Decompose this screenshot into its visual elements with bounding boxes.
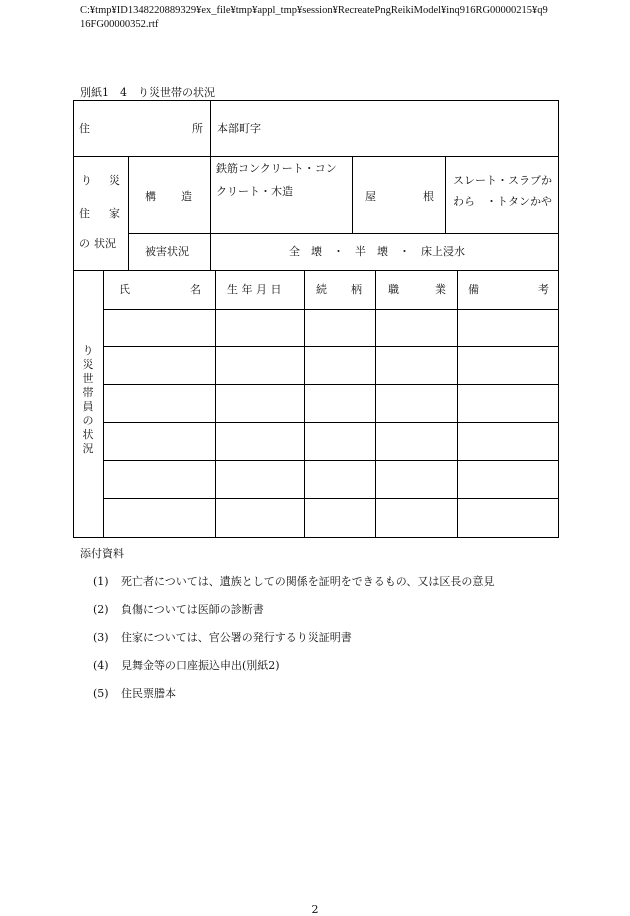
col-relation-2: 柄 — [351, 283, 362, 296]
col-divider — [215, 270, 216, 538]
col-note-2: 考 — [538, 283, 549, 296]
row-divider — [73, 156, 559, 157]
attachment-text: 住民票謄本 — [121, 687, 176, 700]
col-note-1: 備 — [468, 283, 479, 296]
col-divider — [103, 270, 104, 538]
structure-label-2: 造 — [181, 190, 192, 203]
col-job-1: 職 — [388, 283, 399, 296]
address-label-1: 住 — [79, 122, 90, 135]
attachment-item — [93, 685, 176, 701]
row-divider — [103, 384, 559, 385]
attachment-item — [93, 629, 352, 645]
row-divider — [103, 309, 559, 310]
roof-value-2: わら ・トタンかや — [453, 195, 552, 208]
col-name-1: 氏 — [119, 283, 130, 296]
disaster-household-table — [73, 100, 559, 538]
table-border-right — [558, 100, 559, 538]
attachment-item — [93, 573, 494, 589]
row-divider — [103, 422, 559, 423]
members-label: り災世帯員の状況 — [82, 344, 94, 455]
house-label-r3c2: 状況 — [94, 237, 116, 250]
col-name-2: 名 — [190, 283, 201, 296]
roof-value-1: スレート・スラブか — [453, 174, 552, 187]
row-divider — [73, 270, 559, 271]
address-value: 本部町字 — [217, 122, 261, 135]
attachment-number: (2) — [93, 603, 109, 616]
col-divider — [457, 270, 458, 538]
house-label-r3c1: の — [79, 237, 90, 250]
attachment-number: (4) — [93, 659, 109, 672]
col-divider — [304, 270, 305, 538]
table-border-top — [73, 100, 559, 101]
attachment-number: (5) — [93, 687, 109, 700]
col-divider — [210, 156, 211, 271]
col-divider — [352, 156, 353, 234]
row-divider — [103, 460, 559, 461]
damage-label: 被害状況 — [145, 245, 189, 258]
col-birth: 生 年 月 日 — [227, 283, 282, 296]
attachment-text: 死亡者については、遺族としての関係を証明をできるもの、又は区長の意見 — [121, 575, 495, 588]
col-divider — [210, 100, 211, 157]
attachment-number: (1) — [93, 575, 109, 588]
table-border-bottom — [73, 537, 559, 538]
row-divider — [128, 233, 559, 234]
attachment-text: 見舞金等の口座振込申出(別紙2) — [121, 659, 280, 672]
table-border-left — [73, 100, 74, 538]
attachments-title: 添付資料 — [80, 547, 124, 560]
form-caption: 別紙1 4 り災世帯の状況 — [80, 86, 215, 99]
structure-value-2: クリート・木造 — [216, 185, 293, 198]
attachment-item — [93, 601, 264, 617]
roof-label-1: 屋 — [365, 190, 376, 203]
file-path: C:¥tmp¥ID1348220889329¥ex_file¥tmp¥appl_tmp¥session¥RecreatePngReikiModel¥inq916RG00000215¥q916FG00000352.rtf — [80, 5, 548, 30]
house-label-r2c1: 住 — [79, 207, 90, 220]
row-divider — [103, 346, 559, 347]
house-label-r1c2: 災 — [109, 174, 120, 187]
col-job-2: 業 — [435, 283, 446, 296]
col-divider — [375, 270, 376, 538]
damage-value: 全 壊 ・ 半 壊 ・ 床上浸水 — [289, 245, 465, 258]
structure-label-1: 構 — [145, 190, 156, 203]
row-divider — [103, 498, 559, 499]
col-divider — [128, 156, 129, 271]
col-divider — [445, 156, 446, 234]
attachment-item — [93, 657, 280, 673]
house-label-r2c2: 家 — [109, 207, 120, 220]
attachment-text: 住家については、官公署の発行するり災証明書 — [121, 631, 352, 644]
structure-value-1: 鉄筋コンクリート・コン — [216, 162, 337, 175]
col-relation-1: 続 — [316, 283, 327, 296]
roof-label-2: 根 — [423, 190, 434, 203]
attachment-number: (3) — [93, 631, 109, 644]
attachment-text: 負傷については医師の診断書 — [121, 603, 264, 616]
address-label-2: 所 — [192, 122, 203, 135]
house-label-r1c1: り — [81, 174, 92, 187]
page-number: 2 — [311, 903, 319, 916]
